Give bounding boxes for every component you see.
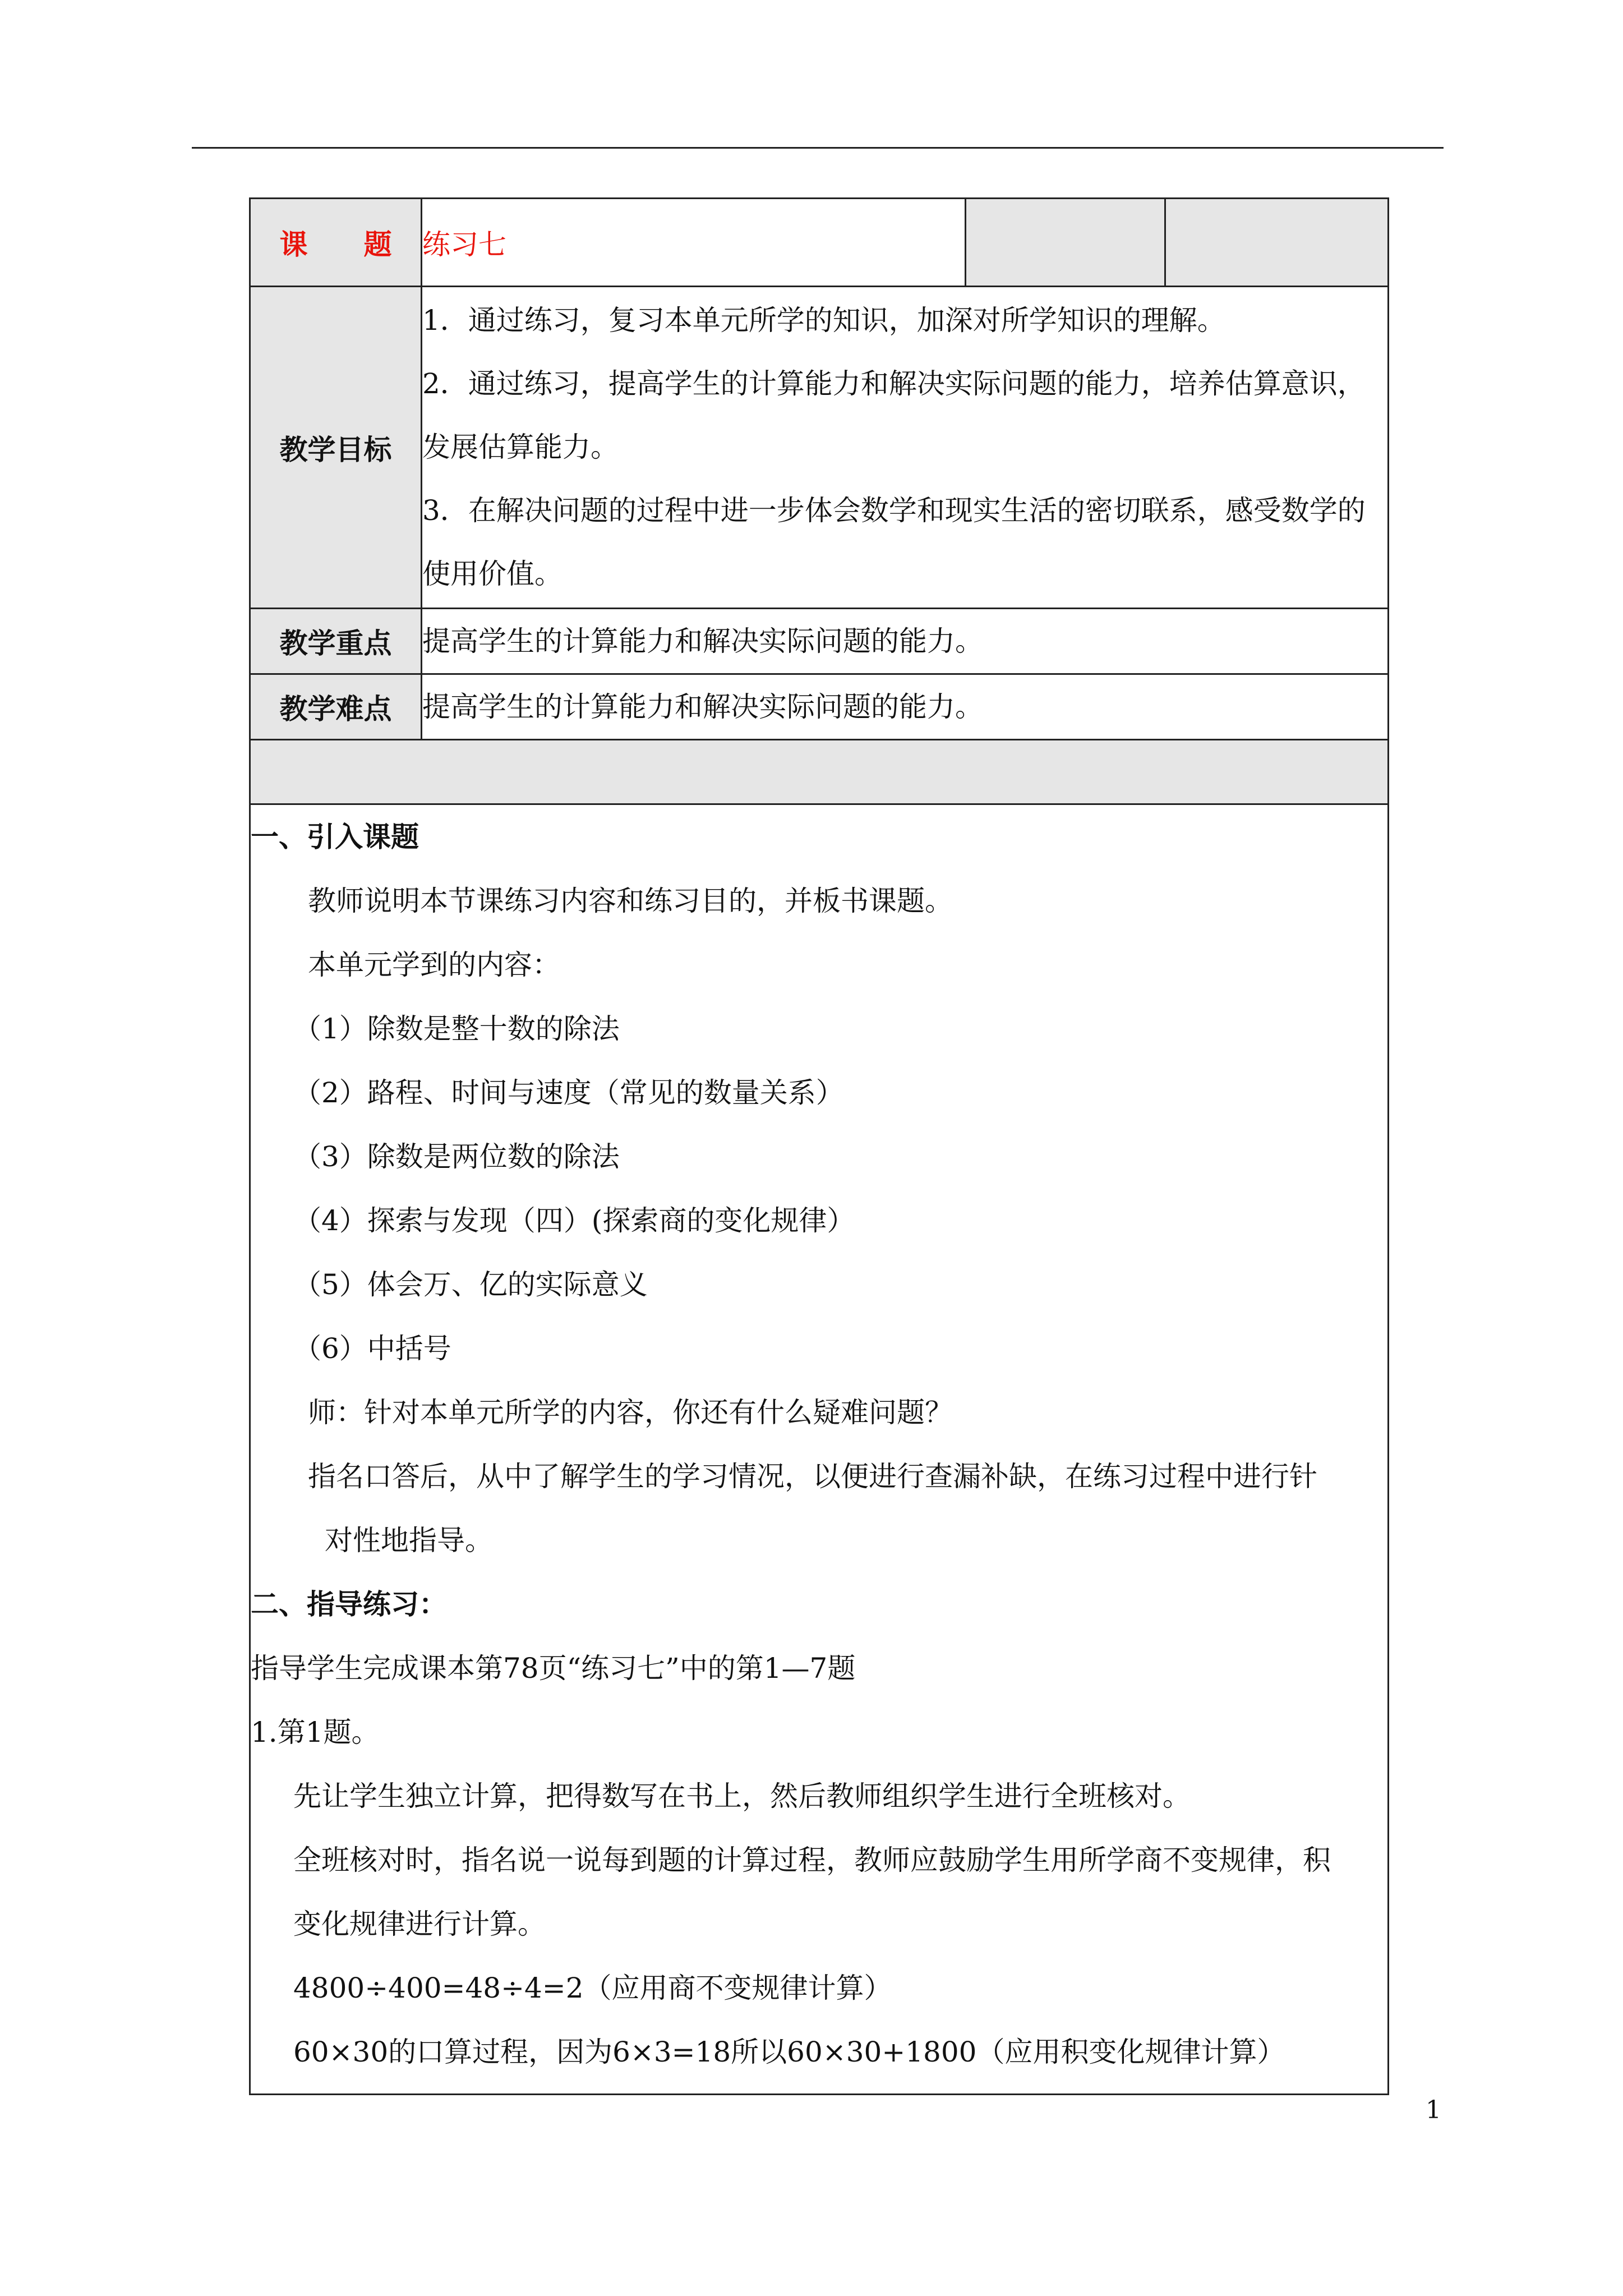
blank-cell-1 bbox=[966, 199, 1165, 287]
section2-heading: 二、指导练习： bbox=[251, 1588, 447, 1621]
paragraph: 指名口答后，从中了解学生的学习情况，以便进行查漏补缺，在练习过程中进行针 bbox=[308, 1460, 1317, 1493]
topic-item: （3）除数是两位数的除法 bbox=[293, 1140, 620, 1173]
separator-cell bbox=[250, 740, 1389, 804]
difficulties-row bbox=[250, 674, 1389, 740]
topic-item: （6）中括号 bbox=[293, 1332, 451, 1365]
lesson-title: 练习七 bbox=[422, 199, 966, 287]
paragraph: 指导学生完成课本第78页“练习七”中的第1—7题 bbox=[251, 1652, 856, 1685]
objectives-row bbox=[250, 287, 1389, 609]
objective-item: 3．在解决问题的过程中进一步体会数学和现实生活的密切联系，感受数学的使用价值。 bbox=[422, 494, 1366, 590]
topic-item: （5）体会万、亿的实际意义 bbox=[293, 1268, 648, 1301]
header-rule bbox=[192, 147, 1444, 149]
objectives-cell bbox=[422, 287, 1389, 609]
title-label: 课 题 bbox=[250, 199, 422, 287]
separator-row bbox=[250, 740, 1389, 804]
objectives-label: 教学目标 bbox=[250, 287, 422, 609]
content-cell bbox=[250, 804, 1389, 2095]
paragraph: 师：针对本单元所学的内容，你还有什么疑难问题？ bbox=[308, 1396, 953, 1429]
calculation-line: 60×30的口算过程，因为6×3=18所以60×30+1800（应用积变化规律计算） bbox=[293, 2036, 1285, 2068]
topic-item: （1）除数是整十数的除法 bbox=[293, 1013, 620, 1045]
paragraph-continuation: 对性地指导。 bbox=[325, 1524, 493, 1557]
section1-heading: 一、引入课题 bbox=[251, 821, 419, 853]
paragraph: 先让学生独立计算，把得数写在书上，然后教师组织学生进行全班核对。 bbox=[293, 1780, 1191, 1812]
paragraph: 本单元学到的内容： bbox=[308, 949, 560, 981]
topic-item: （2）路程、时间与速度（常见的数量关系） bbox=[293, 1076, 844, 1109]
paragraph: 教师说明本节课练习内容和练习目的，并板书课题。 bbox=[308, 885, 953, 917]
title-row bbox=[250, 199, 1389, 287]
paragraph: 全班核对时，指名说一说每到题的计算过程，教师应鼓励学生用所学商不变规律，积 bbox=[293, 1844, 1331, 1876]
paragraph-continuation: 变化规律进行计算。 bbox=[293, 1908, 546, 1940]
objective-item: 2．通过练习，提高学生的计算能力和解决实际问题的能力，培养估算意识，发展估算能力。 bbox=[422, 367, 1366, 463]
topic-item: （4）探索与发现（四）(探索商的变化规律） bbox=[293, 1204, 855, 1237]
paragraph: 1.第1题。 bbox=[251, 1716, 380, 1749]
page-number: 1 bbox=[1426, 2096, 1441, 2124]
difficulties-label: 教学难点 bbox=[250, 674, 422, 740]
blank-cell-2 bbox=[1165, 199, 1389, 287]
key-points-value: 提高学生的计算能力和解决实际问题的能力。 bbox=[422, 609, 1389, 674]
calculation-line: 4800÷400=48÷4=2（应用商不变规律计算） bbox=[293, 1972, 892, 2004]
key-points-row bbox=[250, 609, 1389, 674]
difficulties-value: 提高学生的计算能力和解决实际问题的能力。 bbox=[422, 674, 1389, 740]
content-row bbox=[250, 804, 1389, 2095]
lesson-plan-table bbox=[249, 197, 1389, 2095]
objective-item: 1．通过练习，复习本单元所学的知识，加深对所学知识的理解。 bbox=[422, 304, 1225, 337]
key-points-label: 教学重点 bbox=[250, 609, 422, 674]
